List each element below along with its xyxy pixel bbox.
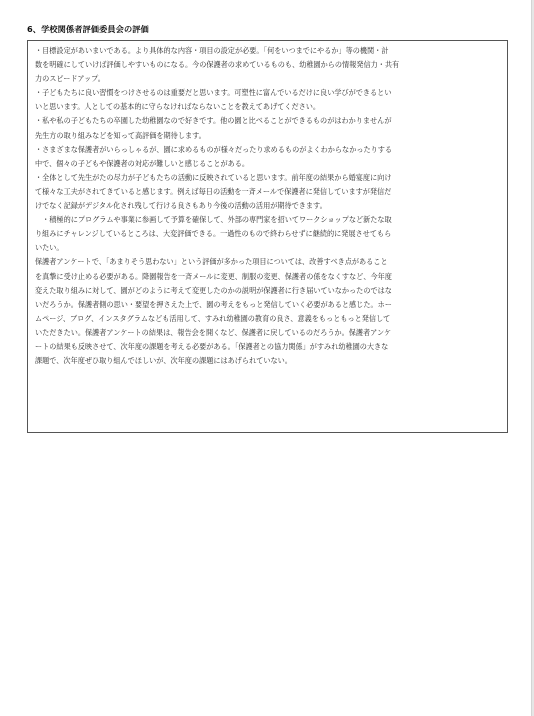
evaluation-line: て様々な工夫がされてきていると感じます。例えば毎日の活動を一斉メールで保護者に発信していますが発信だ (35, 186, 392, 196)
evaluation-line: 保護者アンケートで、「あまりそう思わない」という評価が多かった項目については、改善すべき点があること (35, 257, 388, 267)
evaluation-line: ・全体として先生がたの尽力が子どもたちの活動に反映されていると思います。前年度の結果から婚宴度に向け (35, 172, 392, 182)
evaluation-line: ・私や私の子どもたちの卒園した幼稚園なので好きです。他の園と比べることができるものがはわかりませんが (35, 116, 392, 126)
evaluation-line: ・目標設定があいまいである。より具体的な内容・項目の設定が必要。「何をいつまでにやるか」等の機関・計 (35, 46, 389, 55)
evaluation-line: 先生方の取り組みなどを知って高評価を期待します。 (35, 130, 206, 140)
evaluation-line: いただきたい。保護者アンケートの結果は、報告会を開くなど、保護者に戻しているのだろうか。保護者アンケ (35, 327, 392, 337)
evaluation-line: いたい。 (35, 243, 64, 253)
evaluation-box (27, 40, 508, 433)
evaluation-line: ートの結果も反映させて、次年度の課題を考える必要がある。「保護者との協力関係」がすみれ幼稚園の大きな (35, 341, 389, 351)
evaluation-line: いと思います。人としての基本的に守らなければならないことを教えてあげてください。 (35, 102, 321, 112)
section-heading: 6、学校関係者評価委員会の評価 (27, 24, 149, 34)
evaluation-line: ・積極的にプログラムや事業に参画して予算を確保して、外部の専門家を招いてワークショップなど新たな取 (35, 215, 392, 225)
evaluation-line: 力のスピードアップ。 (35, 74, 105, 84)
evaluation-line: を真摯に受け止める必要がある。降園報告を一斉メールに変更、制服の変更、保護者の係をなくすなど、今年度 (35, 271, 392, 281)
evaluation-line: 課題で、次年度ぜひ取り組んでほしいが、次年度の課題にはあげられていない。 (35, 356, 292, 366)
evaluation-line: ムページ、ブログ、インスタグラムなども活用して、すみれ幼稚園の教育の良さ、意義をもっともっと発信して (35, 313, 391, 323)
evaluation-line: ・さまざまな保護者がいらっしゃるが、園に求めるものが様々だったり求めるものがよくわからなかったりする (35, 144, 393, 154)
evaluation-line: 変えた取り組みに対して、園がどのように考えて変更したのかの説明が保護者に行き届いていなかったのではな (35, 285, 392, 295)
evaluation-line: 中で、個々の子どもや保護者の対応が難しいと感じることがある。 (35, 158, 250, 168)
evaluation-line: り組みにチャレンジしているところは、大変評価できる。一過性のもので終わらせずに継続的に発展させてもら (35, 229, 392, 239)
evaluation-line: ・子どもたちに良い習慣をつけさせるのは重要だと思います。可塑性に富んでいるだけに良い学びができるとい (35, 88, 392, 98)
evaluation-line: 数を明確にしていけば評価しやすいものになる。今の保護者の求めているものも、幼稚園からの情報発信力・共有 (35, 60, 400, 70)
evaluation-line: けでなく記録がデジタル化され残して行ける良さもあり今後の活動の活用が期待できます。 (35, 201, 327, 211)
evaluation-line: いだろうか。保護者側の思い・要望を押さえた上で、園の考えをもっと発信していく必要があると感じた。ホー (35, 299, 392, 309)
